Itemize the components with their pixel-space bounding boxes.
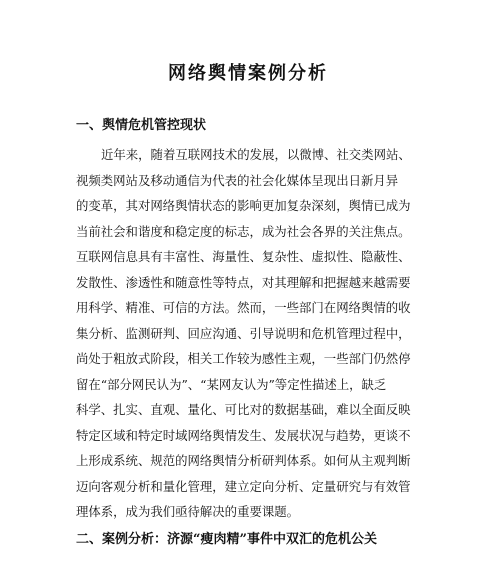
paragraph-line: 理体系，成为我们亟待解决的重要课题。	[76, 504, 300, 519]
section-1-paragraph	[76, 142, 422, 525]
section-heading-2: 二、案例分析：济源“瘦肉精”事件中双汇的危机公关	[76, 532, 377, 547]
paragraph-line: 视频类网站及移动通信为代表的社会化媒体呈现出日新月异	[76, 172, 399, 188]
document-title: 网络舆情案例分析	[168, 63, 328, 84]
paragraph-line: 发散性、渗透性和随意性等特点，对其理解和把握越来越需要	[76, 274, 411, 290]
section-heading-1: 一、舆情危机管控现状	[76, 118, 207, 133]
paragraph-line: 集分析、监测研判、回应沟通、引导说明和危机管理过程中，	[76, 325, 411, 341]
paragraph-line: 迈向客观分析和量化管理，建立定向分析、定量研究与有效管	[76, 478, 411, 494]
paragraph-line: 互联网信息具有丰富性、海量性、复杂性、虚拟性、隐蔽性、	[76, 249, 411, 264]
paragraph-line: 上形成系统、规范的网络舆情分析研判体系。如何从主观判断	[76, 453, 411, 468]
paragraph-line: 特定区域和特定时域网络舆情发生、发展状况与趋势，更谈不	[76, 427, 411, 443]
paragraph-line: 留在“部分网民认为”、“某网友认为”等定性描述上，缺乏	[76, 376, 387, 392]
paragraph-line: 当前社会和谐度和稳定度的标志，成为社会各界的关注焦点。	[76, 223, 411, 239]
paragraph-line: 科学、扎实、直观、量化、可比对的数据基础，难以全面反映	[76, 402, 411, 417]
paragraph-line: 用科学、精准、可信的方法。然而，一些部门在网络舆情的收	[76, 300, 411, 315]
paragraph-line: 的变革，其对网络舆情状态的影响更加复杂深刻，舆情已成为	[76, 198, 411, 213]
paragraph-line: 尚处于粗放式阶段，相关工作较为感性主观，一些部门仍然停	[76, 351, 411, 366]
paragraph-line: 近年来，随着互联网技术的发展，以微博、社交类网站、	[101, 147, 411, 162]
